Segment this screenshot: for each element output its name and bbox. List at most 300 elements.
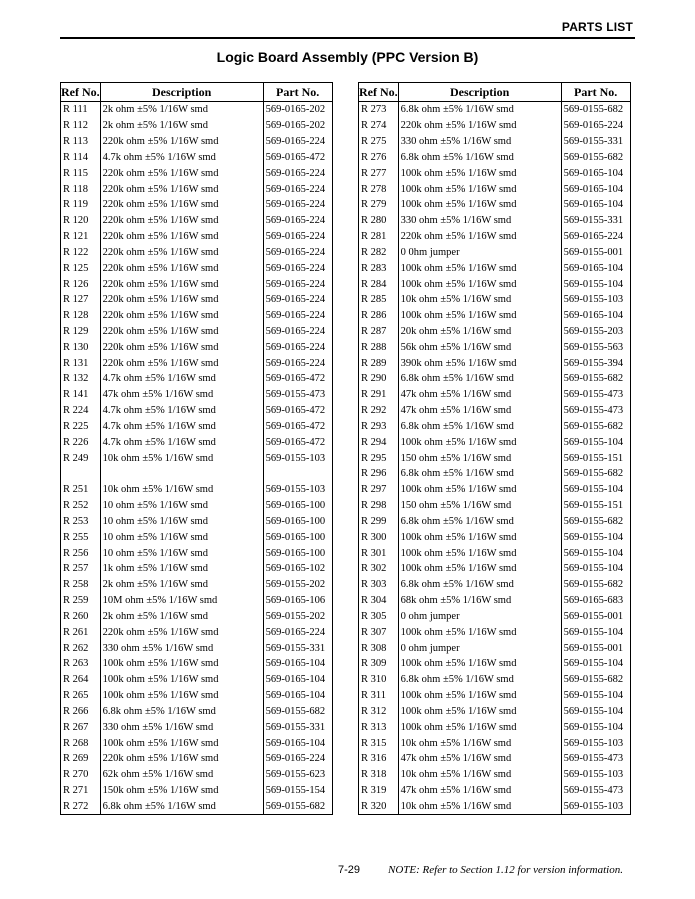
ref-cell: R 126 xyxy=(61,276,101,292)
table-row xyxy=(61,229,333,245)
description-cell: 20k ohm ±5% 1/16W smd xyxy=(398,324,561,340)
part-number-cell: 569-0155-394 xyxy=(563,357,624,369)
ref-cell: R 122 xyxy=(61,244,101,260)
description-cell: 10k ohm ±5% 1/16W smd xyxy=(398,767,561,783)
part-number-cell: 569-0165-224 xyxy=(265,357,326,369)
table-row xyxy=(61,719,333,735)
table-row xyxy=(61,783,333,799)
description-cell: 390k ohm ±5% 1/16W smd xyxy=(398,355,561,371)
description-cell: 47k ohm ±5% 1/16W smd xyxy=(100,387,263,403)
table-row xyxy=(359,609,631,625)
description-cell: 220k ohm ±5% 1/16W smd xyxy=(100,134,263,150)
page-title: Logic Board Assembly (PPC Version B) xyxy=(216,49,479,65)
column-header-ref: Ref No. xyxy=(359,83,399,102)
table-row xyxy=(359,308,631,324)
column-header-part: Part No. xyxy=(561,83,630,102)
ref-cell: R 130 xyxy=(61,339,101,355)
description-cell: 4.7k ohm ±5% 1/16W smd xyxy=(100,419,263,435)
part-number-cell: 569-0165-224 xyxy=(265,310,326,322)
ref-cell: R 131 xyxy=(61,355,101,371)
ref-cell: R 305 xyxy=(359,609,399,625)
description-cell: 100k ohm ±5% 1/16W smd xyxy=(398,719,561,735)
table-row xyxy=(61,181,333,197)
description-cell: 100k ohm ±5% 1/16W smd xyxy=(398,561,561,577)
ref-cell: R 289 xyxy=(359,355,399,371)
part-number-cell: 569-0165-224 xyxy=(265,626,326,638)
table-row xyxy=(61,387,333,403)
table-row xyxy=(61,751,333,767)
description-cell: 2k ohm ±5% 1/16W smd xyxy=(100,577,263,593)
table-row xyxy=(61,355,333,371)
part-number-cell: 569-0165-472 xyxy=(265,405,326,417)
table-row xyxy=(61,656,333,672)
part-number-cell: 569-0155-682 xyxy=(563,468,624,480)
part-number-cell: 569-0165-224 xyxy=(265,326,326,337)
table-row xyxy=(61,767,333,783)
description-cell: 100k ohm ±5% 1/16W smd xyxy=(398,703,561,719)
table-row xyxy=(359,292,631,308)
part-number-cell: 569-0165-683 xyxy=(563,595,624,607)
table-row xyxy=(359,529,631,545)
description-cell: 100k ohm ±5% 1/16W smd xyxy=(398,181,561,197)
description-cell: 100k ohm ±5% 1/16W smd xyxy=(398,197,561,213)
table-row xyxy=(61,703,333,719)
table-row xyxy=(359,767,631,783)
part-number-cell: 569-0155-473 xyxy=(563,753,624,765)
table-row xyxy=(359,403,631,419)
description-cell: 10k ohm ±5% 1/16W smd xyxy=(398,798,561,814)
part-number-cell: 569-0165-224 xyxy=(265,246,326,258)
part-number-cell: 569-0155-682 xyxy=(563,674,624,686)
part-number-cell: 569-0165-104 xyxy=(265,674,326,686)
ref-cell: R 224 xyxy=(61,403,101,419)
table-row xyxy=(61,640,333,656)
description-cell: 220k ohm ±5% 1/16W smd xyxy=(100,244,263,260)
ref-cell: R 272 xyxy=(61,798,101,814)
ref-cell: R 127 xyxy=(61,292,101,308)
description-cell: 150 ohm ±5% 1/16W smd xyxy=(398,498,561,514)
ref-cell: R 114 xyxy=(61,149,101,165)
table-row xyxy=(61,672,333,688)
part-number-cell: 569-0155-104 xyxy=(563,721,624,733)
description-cell: 220k ohm ±5% 1/16W smd xyxy=(100,292,263,308)
ref-cell: R 297 xyxy=(359,482,399,498)
table-row xyxy=(359,197,631,213)
description-cell: 6.8k ohm ±5% 1/16W smd xyxy=(398,577,561,593)
description-cell: 6.8k ohm ±5% 1/16W smd xyxy=(398,419,561,435)
part-number-cell: 569-0155-104 xyxy=(563,278,624,290)
description-cell: 220k ohm ±5% 1/16W smd xyxy=(100,324,263,340)
ref-cell: R 264 xyxy=(61,672,101,688)
ref-cell: R 258 xyxy=(61,577,101,593)
ref-cell: R 257 xyxy=(61,561,101,577)
description-cell: 220k ohm ±5% 1/16W smd xyxy=(100,181,263,197)
description-cell: 47k ohm ±5% 1/16W smd xyxy=(398,403,561,419)
table-row xyxy=(359,482,631,498)
part-number-cell: 569-0165-224 xyxy=(265,136,326,148)
table-row xyxy=(359,672,631,688)
part-number-cell: 569-0165-224 xyxy=(265,167,326,179)
table-row xyxy=(359,165,631,181)
ref-cell: R 320 xyxy=(359,798,399,814)
description-cell: 150k ohm ±5% 1/16W smd xyxy=(100,783,263,799)
table-row xyxy=(61,197,333,213)
part-number-cell: 569-0155-202 xyxy=(265,579,326,591)
description-cell: 10k ohm ±5% 1/16W smd xyxy=(398,292,561,308)
part-number-cell: 569-0165-104 xyxy=(265,737,326,749)
ref-cell: R 315 xyxy=(359,735,399,751)
table-row xyxy=(359,118,631,134)
description-cell: 2k ohm ±5% 1/16W smd xyxy=(100,102,263,118)
ref-cell: R 311 xyxy=(359,688,399,704)
part-number-cell: 569-0155-104 xyxy=(563,563,624,575)
header-rule xyxy=(60,37,635,39)
description-cell: 68k ohm ±5% 1/16W smd xyxy=(398,593,561,609)
table-row xyxy=(359,339,631,355)
ref-cell: R 121 xyxy=(61,229,101,245)
part-number-cell: 569-0155-154 xyxy=(265,785,326,797)
ref-cell: R 301 xyxy=(359,545,399,561)
part-number-cell: 569-0155-104 xyxy=(563,705,624,717)
table-row xyxy=(359,244,631,260)
table-row xyxy=(359,751,631,767)
table-row xyxy=(359,102,631,118)
table-row xyxy=(359,181,631,197)
part-number-cell: 569-0155-202 xyxy=(265,610,326,622)
description-cell: 100k ohm ±5% 1/16W smd xyxy=(398,529,561,545)
description-cell: 220k ohm ±5% 1/16W smd xyxy=(100,260,263,276)
table-row xyxy=(359,735,631,751)
ref-cell: R 286 xyxy=(359,308,399,324)
ref-cell: R 119 xyxy=(61,197,101,213)
part-number-cell: 569-0155-331 xyxy=(265,721,326,733)
table-row xyxy=(359,798,631,814)
ref-cell: R 265 xyxy=(61,688,101,704)
description-cell: 100k ohm ±5% 1/16W smd xyxy=(398,260,561,276)
table-row xyxy=(359,387,631,403)
ref-cell: R 141 xyxy=(61,387,101,403)
ref-cell: R 277 xyxy=(359,165,399,181)
table-row xyxy=(359,229,631,245)
table-row xyxy=(61,561,333,577)
description-cell: 47k ohm ±5% 1/16W smd xyxy=(398,387,561,403)
description-cell: 100k ohm ±5% 1/16W smd xyxy=(100,656,263,672)
description-cell: 220k ohm ±5% 1/16W smd xyxy=(100,197,263,213)
description-cell: 47k ohm ±5% 1/16W smd xyxy=(398,751,561,767)
table-row xyxy=(359,624,631,640)
part-number-cell: 569-0155-103 xyxy=(265,484,326,496)
part-number-cell: 569-0155-001 xyxy=(563,642,624,654)
part-number-cell: 569-0165-472 xyxy=(265,436,326,448)
table-row xyxy=(61,165,333,181)
part-number-cell: 569-0165-224 xyxy=(265,294,326,306)
part-number-cell: 569-0155-473 xyxy=(563,389,624,401)
table-row xyxy=(359,545,631,561)
part-number-cell: 569-0155-682 xyxy=(563,515,624,527)
ref-cell: R 256 xyxy=(61,545,101,561)
part-number-cell: 569-0165-104 xyxy=(265,690,326,702)
description-cell: 100k ohm ±5% 1/16W smd xyxy=(398,688,561,704)
part-number-cell: 569-0155-151 xyxy=(563,500,624,512)
ref-cell: R 274 xyxy=(359,118,399,134)
description-cell: 220k ohm ±5% 1/16W smd xyxy=(100,355,263,371)
column-header-description: Description xyxy=(398,83,561,102)
ref-cell: R 292 xyxy=(359,403,399,419)
part-number-cell: 569-0155-104 xyxy=(563,547,624,559)
description-cell: 220k ohm ±5% 1/16W smd xyxy=(398,118,561,134)
description-cell: 2k ohm ±5% 1/16W smd xyxy=(100,118,263,134)
description-cell: 220k ohm ±5% 1/16W smd xyxy=(100,624,263,640)
table-row xyxy=(61,609,333,625)
table-row xyxy=(359,688,631,704)
part-number-cell: 569-0165-472 xyxy=(265,373,326,385)
part-number-cell: 569-0165-224 xyxy=(265,341,326,353)
ref-cell: R 299 xyxy=(359,514,399,530)
description-cell: 100k ohm ±5% 1/16W smd xyxy=(398,482,561,498)
description-cell: 10 ohm ±5% 1/16W smd xyxy=(100,529,263,545)
ref-cell: R 259 xyxy=(61,593,101,609)
part-number-cell: 569-0165-224 xyxy=(265,199,326,211)
part-number-cell: 569-0165-224 xyxy=(265,753,326,765)
part-number-cell: 569-0155-104 xyxy=(563,658,624,670)
description-cell: 330 ohm ±5% 1/16W smd xyxy=(100,640,263,656)
ref-cell: R 268 xyxy=(61,735,101,751)
description-cell: 100k ohm ±5% 1/16W smd xyxy=(100,688,263,704)
table-row xyxy=(359,371,631,387)
description-cell: 330 ohm ±5% 1/16W smd xyxy=(398,134,561,150)
ref-cell: R 269 xyxy=(61,751,101,767)
description-cell: 4.7k ohm ±5% 1/16W smd xyxy=(100,149,263,165)
ref-cell: R 261 xyxy=(61,624,101,640)
description-cell: 100k ohm ±5% 1/16W smd xyxy=(398,276,561,292)
part-number-cell: 569-0165-224 xyxy=(265,183,326,195)
ref-cell: R 280 xyxy=(359,213,399,229)
table-row xyxy=(359,276,631,292)
part-number-cell: 569-0165-104 xyxy=(265,658,326,670)
table-row xyxy=(61,118,333,134)
ref-cell: R 307 xyxy=(359,624,399,640)
part-number-cell: 569-0155-103 xyxy=(563,769,624,781)
description-cell: 0 ohm jumper xyxy=(398,609,561,625)
table-row xyxy=(359,593,631,609)
description-cell: 10 ohm ±5% 1/16W smd xyxy=(100,498,263,514)
table-row xyxy=(359,324,631,340)
ref-cell: R 118 xyxy=(61,181,101,197)
description-cell: 10 ohm ±5% 1/16W smd xyxy=(100,514,263,530)
table-row xyxy=(61,419,333,435)
part-number-cell: 569-0165-104 xyxy=(563,183,624,195)
footer-note: NOTE: Refer to Section 1.12 for version information. xyxy=(388,864,623,876)
description-cell: 6.8k ohm ±5% 1/16W smd xyxy=(100,798,263,814)
table-row xyxy=(61,450,333,466)
ref-cell: R 262 xyxy=(61,640,101,656)
part-number-cell: 569-0155-103 xyxy=(563,294,624,306)
table-row xyxy=(359,355,631,371)
part-number-cell: 569-0155-103 xyxy=(563,737,624,749)
description-cell: 10k ohm ±5% 1/16W smd xyxy=(100,450,263,466)
ref-cell: R 115 xyxy=(61,165,101,181)
description-cell: 4.7k ohm ±5% 1/16W smd xyxy=(100,371,263,387)
page-number: 7-29 xyxy=(338,864,361,876)
part-number-cell: 569-0155-623 xyxy=(265,769,326,781)
part-number-cell: 569-0165-224 xyxy=(265,215,326,227)
part-number-cell: 569-0155-473 xyxy=(563,785,624,797)
table-row xyxy=(61,276,333,292)
table-row xyxy=(61,514,333,530)
table-row xyxy=(61,403,333,419)
description-cell: 56k ohm ±5% 1/16W smd xyxy=(398,339,561,355)
part-number-cell: 569-0165-224 xyxy=(563,231,624,243)
table-row xyxy=(359,419,631,435)
description-cell: 220k ohm ±5% 1/16W smd xyxy=(100,308,263,324)
table-row xyxy=(61,371,333,387)
ref-cell: R 260 xyxy=(61,609,101,625)
part-number-cell: 569-0155-104 xyxy=(563,690,624,702)
ref-cell: R 308 xyxy=(359,640,399,656)
ref-cell: R 111 xyxy=(61,102,101,118)
ref-cell: R 296 xyxy=(359,466,399,482)
description-cell: 220k ohm ±5% 1/16W smd xyxy=(100,213,263,229)
description-cell: 220k ohm ±5% 1/16W smd xyxy=(100,751,263,767)
table-row xyxy=(61,593,333,609)
description-cell: 10 ohm ±5% 1/16W smd xyxy=(100,545,263,561)
description-cell: 220k ohm ±5% 1/16W smd xyxy=(100,165,263,181)
table-row xyxy=(61,498,333,514)
part-number-cell: 569-0165-224 xyxy=(265,231,326,243)
ref-cell: R 112 xyxy=(61,118,101,134)
table-header-row xyxy=(61,83,333,102)
description-cell: 4.7k ohm ±5% 1/16W smd xyxy=(100,434,263,450)
table-row xyxy=(61,577,333,593)
ref-cell: R 294 xyxy=(359,434,399,450)
table-row xyxy=(61,529,333,545)
ref-cell: R 312 xyxy=(359,703,399,719)
part-number-cell: 569-0165-472 xyxy=(265,151,326,163)
part-number-cell: 569-0155-682 xyxy=(265,800,326,812)
part-number-cell: 569-0165-224 xyxy=(563,120,624,132)
ref-cell: R 304 xyxy=(359,593,399,609)
part-number-cell: 569-0165-102 xyxy=(265,563,326,575)
description-cell: 150 ohm ±5% 1/16W smd xyxy=(398,450,561,466)
description-cell: 100k ohm ±5% 1/16W smd xyxy=(100,672,263,688)
part-number-cell: 569-0155-682 xyxy=(265,705,326,717)
ref-cell: R 266 xyxy=(61,703,101,719)
ref-cell: R 290 xyxy=(359,371,399,387)
part-number-cell: 569-0165-104 xyxy=(563,199,624,211)
table-row xyxy=(61,466,333,482)
ref-cell: R 271 xyxy=(61,783,101,799)
part-number-cell: 569-0165-100 xyxy=(265,547,326,559)
part-number-cell: 569-0165-100 xyxy=(265,500,326,512)
ref-cell: R 267 xyxy=(61,719,101,735)
ref-cell: R 125 xyxy=(61,260,101,276)
description-cell: 2k ohm ±5% 1/16W smd xyxy=(100,609,263,625)
description-cell: 100k ohm ±5% 1/16W smd xyxy=(398,624,561,640)
part-number-cell: 569-0155-682 xyxy=(563,151,624,163)
description-cell: 6.8k ohm ±5% 1/16W smd xyxy=(398,466,561,482)
part-number-cell: 569-0165-224 xyxy=(265,262,326,274)
ref-cell: R 318 xyxy=(359,767,399,783)
table-row xyxy=(61,482,333,498)
part-number-cell: 569-0165-224 xyxy=(265,278,326,290)
table-header-row xyxy=(359,83,631,102)
description-cell: 6.8k ohm ±5% 1/16W smd xyxy=(100,703,263,719)
ref-cell: R 276 xyxy=(359,149,399,165)
description-cell: 1k ohm ±5% 1/16W smd xyxy=(100,561,263,577)
description-cell: 100k ohm ±5% 1/16W smd xyxy=(398,545,561,561)
description-cell: 6.8k ohm ±5% 1/16W smd xyxy=(398,672,561,688)
description-cell: 100k ohm ±5% 1/16W smd xyxy=(398,308,561,324)
part-number-cell: 569-0155-103 xyxy=(265,452,326,464)
table-row xyxy=(61,244,333,260)
description-cell: 6.8k ohm ±5% 1/16W smd xyxy=(398,149,561,165)
table-row xyxy=(359,703,631,719)
description-cell: 220k ohm ±5% 1/16W smd xyxy=(100,276,263,292)
parts-table-right xyxy=(358,82,631,815)
table-row xyxy=(61,735,333,751)
table-row xyxy=(359,134,631,150)
part-number-cell: 569-0155-203 xyxy=(563,326,624,337)
table-row xyxy=(61,102,333,118)
ref-cell: R 285 xyxy=(359,292,399,308)
part-number-cell: 569-0155-331 xyxy=(563,136,624,148)
part-number-cell: 569-0155-682 xyxy=(563,579,624,591)
table-row xyxy=(359,466,631,482)
parts-table-left xyxy=(60,82,333,815)
ref-cell: R 316 xyxy=(359,751,399,767)
description-cell: 0 ohm jumper xyxy=(398,640,561,656)
table-row xyxy=(61,149,333,165)
table-row xyxy=(359,450,631,466)
ref-cell: R 251 xyxy=(61,482,101,498)
description-cell: 100k ohm ±5% 1/16W smd xyxy=(398,165,561,181)
description-cell: 6.8k ohm ±5% 1/16W smd xyxy=(398,514,561,530)
part-number-cell: 569-0165-104 xyxy=(563,310,624,322)
description-cell: 10M ohm ±5% 1/16W smd xyxy=(100,593,263,609)
table-row xyxy=(61,213,333,229)
table-row xyxy=(61,260,333,276)
part-number-cell: 569-0155-331 xyxy=(265,642,326,654)
ref-cell: R 252 xyxy=(61,498,101,514)
part-number-cell: 569-0165-202 xyxy=(265,120,326,132)
part-number-cell: 569-0165-100 xyxy=(265,515,326,527)
table-row xyxy=(359,434,631,450)
ref-cell: R 310 xyxy=(359,672,399,688)
part-number-cell: 569-0155-104 xyxy=(563,531,624,543)
table-row xyxy=(61,292,333,308)
description-cell: 4.7k ohm ±5% 1/16W smd xyxy=(100,403,263,419)
ref-cell: R 253 xyxy=(61,514,101,530)
table-row xyxy=(359,783,631,799)
ref-cell: R 287 xyxy=(359,324,399,340)
part-number-cell: 569-0165-106 xyxy=(265,595,326,607)
part-number-cell: 569-0155-104 xyxy=(563,626,624,638)
part-number-cell: 569-0155-103 xyxy=(563,800,624,812)
part-number-cell xyxy=(263,466,332,482)
description-cell: 10k ohm ±5% 1/16W smd xyxy=(398,735,561,751)
ref-cell: R 298 xyxy=(359,498,399,514)
section-header: PARTS LIST xyxy=(561,20,633,34)
ref-cell: R 273 xyxy=(359,102,399,118)
table-row xyxy=(359,213,631,229)
ref-cell: R 113 xyxy=(61,134,101,150)
description-cell: 6.8k ohm ±5% 1/16W smd xyxy=(398,371,561,387)
ref-cell: R 284 xyxy=(359,276,399,292)
part-number-cell: 569-0165-100 xyxy=(265,531,326,543)
ref-cell: R 275 xyxy=(359,134,399,150)
description-cell: 6.8k ohm ±5% 1/16W smd xyxy=(398,102,561,118)
ref-cell: R 129 xyxy=(61,324,101,340)
